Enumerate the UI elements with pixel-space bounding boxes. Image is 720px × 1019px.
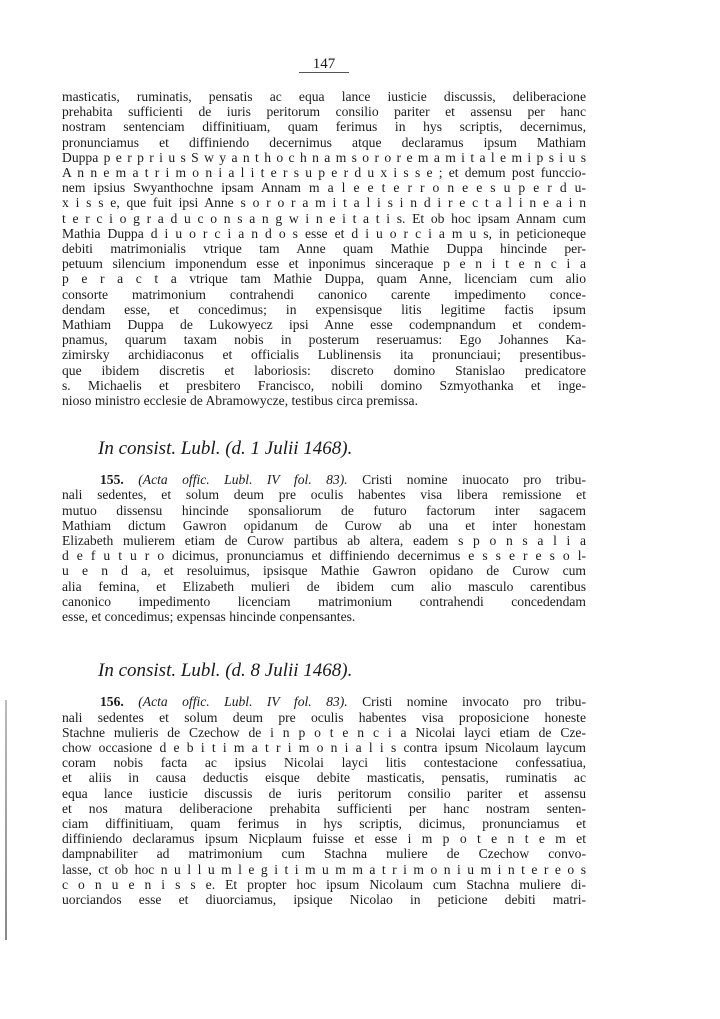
text-line: zimirsky archidiaconus et officialis Lublinensis ita pronunciaui; presentibus-: [62, 347, 586, 363]
text-line: p e r a c t a vtrique tam Mathie Duppa, quam Anne, licenciam cum alio: [62, 271, 586, 287]
text-line: diffiniendo declaramus ipsum Nicplaum fuisse et esse i m p o t e n t e m et: [62, 831, 586, 847]
text-line: t e r c i o g r a d u c o n s a n g w i n e i t a t i s. Et ob hoc ipsam Annam cum: [62, 210, 586, 226]
text-line: consorte matrimonium contrahendi canonico carente impedimento conce-: [62, 286, 586, 302]
paragraph-continuation: [62, 89, 586, 408]
text-line: petuum silencium imponendum esse et inponimus sinceraque p e n i t e n c i a: [62, 256, 586, 272]
text-line: pronunciamus et diffiniendo decernimus atque declaramus ipsum Mathiam: [62, 134, 586, 150]
text-line: Elizabeth mulierem etiam de Curow partibus ab altera, eadem s p o n s a l i a: [62, 533, 586, 549]
text-line: uorciandos esse et diuorciamus, ipsique Nicolao in peticione debiti matri-: [62, 891, 586, 907]
text-line: lasse, ct ob hoc n u l l u m l e g i t i m u m m a t r i m o n i u m i n t e r e o s: [62, 861, 586, 877]
entry-number: 156.: [100, 694, 124, 710]
text-line: [62, 472, 586, 487]
text-line: Mathiam dictum Gawron opidanum de Curow ab una et inter honestam: [62, 517, 586, 533]
text-line: que ibidem discretis et laboriosis: discreto domino Stanislao predicatore: [62, 362, 586, 378]
scan-edge-mark: [5, 700, 7, 940]
text-line: debiti matrimonialis vtrique tam Anne quam Mathie Duppa hincinde per-: [62, 241, 586, 257]
text-line: nostram sentenciam diffinitiuam, quam ferimus in hys scriptis, decernimus,: [62, 119, 586, 135]
text-line: u e n d a, et resoluimus, ipsisque Mathie Gawron opidano de Curow cum: [62, 563, 586, 579]
text-line: A n n e m a t r i m o n i a l i t e r s u p e r d u x i s s e ; et demum post funccio-: [62, 165, 586, 181]
section-heading-156: In consist. Lubl. (d. 8 Julii 1468).: [98, 660, 353, 682]
section-heading-155: In consist. Lubl. (d. 1 Julii 1468).: [98, 438, 353, 460]
text-line: [62, 694, 586, 709]
text-line: masticatis, ruminatis, pensatis ac equa lance iusticie discussis, deliberacione: [62, 89, 586, 104]
text-line: dampnabiliter ad matrimonium cum Stachna muliere de Czechow convo-: [62, 846, 586, 862]
section-155-text: [62, 472, 586, 624]
text-line: et nos matura deliberacione prehabita sufficienti per hanc nostram senten-: [62, 800, 586, 816]
text-line: prehabita sufficienti de iuris peritorum consilio pariter et assensu per hanc: [62, 104, 586, 120]
text-fragment: Cristi nomine inuocato pro tribu-: [362, 472, 587, 488]
entry-reference: (Acta offic. Lubl. IV fol. 83).: [138, 472, 348, 488]
text-line: x i s s e, que fuit ipsi Anne s o r o r a m i t a l i s i n d i r e c t a l i n e a i n: [62, 195, 586, 211]
text-line: pnamus, quarum taxam nobis in posterum reseruamus: Ego Johannes Ka-: [62, 332, 586, 348]
text-line: canonico impedimento licenciam matrimonium contrahendi concedendam: [62, 593, 586, 609]
text-line: nali sedentes, et solum deum pre oculis habentes visa libera remissione et: [62, 487, 586, 503]
text-line: chow occasione d e b i t i m a t r i m o n i a l i s contra ipsum Nicolaum laycum: [62, 739, 586, 755]
text-line: Mathiam Duppa de Lukowyecz ipsi Anne esse codempnandum et condem-: [62, 317, 586, 333]
section-156-text: [62, 694, 586, 907]
text-fragment: Cristi nomine invocato pro tribu-: [362, 694, 587, 710]
text-line: coram nobis facta ac ipsius Nicolai layci litis contestacione confessatiua,: [62, 755, 586, 771]
entry-reference: (Acta offic. Lubl. IV fol. 83).: [138, 694, 348, 710]
text-line: et aliis in causa deductis eisque debite masticatis, pensatis, ruminatis ac: [62, 770, 586, 786]
text-line: esse, et concedimus; expensas hincinde conpensantes.: [62, 609, 356, 625]
document-page: [62, 56, 586, 907]
text-line: Stachne mulieris de Czechow de i n p o t e n c i a Nicolai layci etiam de Cze-: [62, 724, 586, 740]
text-line: s. Michaelis et presbitero Francisco, nobili domino Szmyothanka et inge-: [62, 377, 586, 393]
page-number: 147: [62, 56, 586, 73]
text-line: mutuo dissensu hincinde sponsaliorum de futuro factorum inter sagacem: [62, 502, 586, 518]
text-line: c o n u e n i s s e. Et propter hoc ipsum Nicolaum cum Stachna muliere di-: [62, 876, 586, 892]
entry-number: 155.: [100, 472, 124, 488]
text-line: d e f u t u r o dicimus, pronunciamus et diffiniendo decernimus e s s e r e s o l-: [62, 548, 586, 564]
text-line: Mathia Duppa d i u o r c i a n d o s esse et d i u o r c i a m u s, in peticioneque: [62, 225, 586, 241]
text-line: Duppa p e r p r i u s S w y a n t h o c h n a m s o r o r e m a m i t a l e m i p s i u s: [62, 149, 586, 165]
text-line: alia femina, et Elizabeth mulieri de ibidem cum alio masculo carentibus: [62, 578, 586, 594]
text-line: equa lance iusticie discussis de iuris peritorum consilio pariter et assensu: [62, 785, 586, 801]
text-line: nioso ministro ecclesie de Abramowycze, testibus circa premissa.: [62, 393, 418, 409]
text-line: nem ipsius Swyanthochne ipsam Annam m a l e e t e r r o n e e s u p e r d u-: [62, 180, 586, 196]
text-line: dendam esse, et concedimus; in expensisque litis legitime factis ipsum: [62, 301, 586, 317]
text-line: nali sedentes et solum deum pre oculis habentes visa proposicione honeste: [62, 709, 586, 725]
text-line: ciam diffinitiuam, quam ferimus in hys scriptis, dicimus, pronunciamus et: [62, 815, 586, 831]
